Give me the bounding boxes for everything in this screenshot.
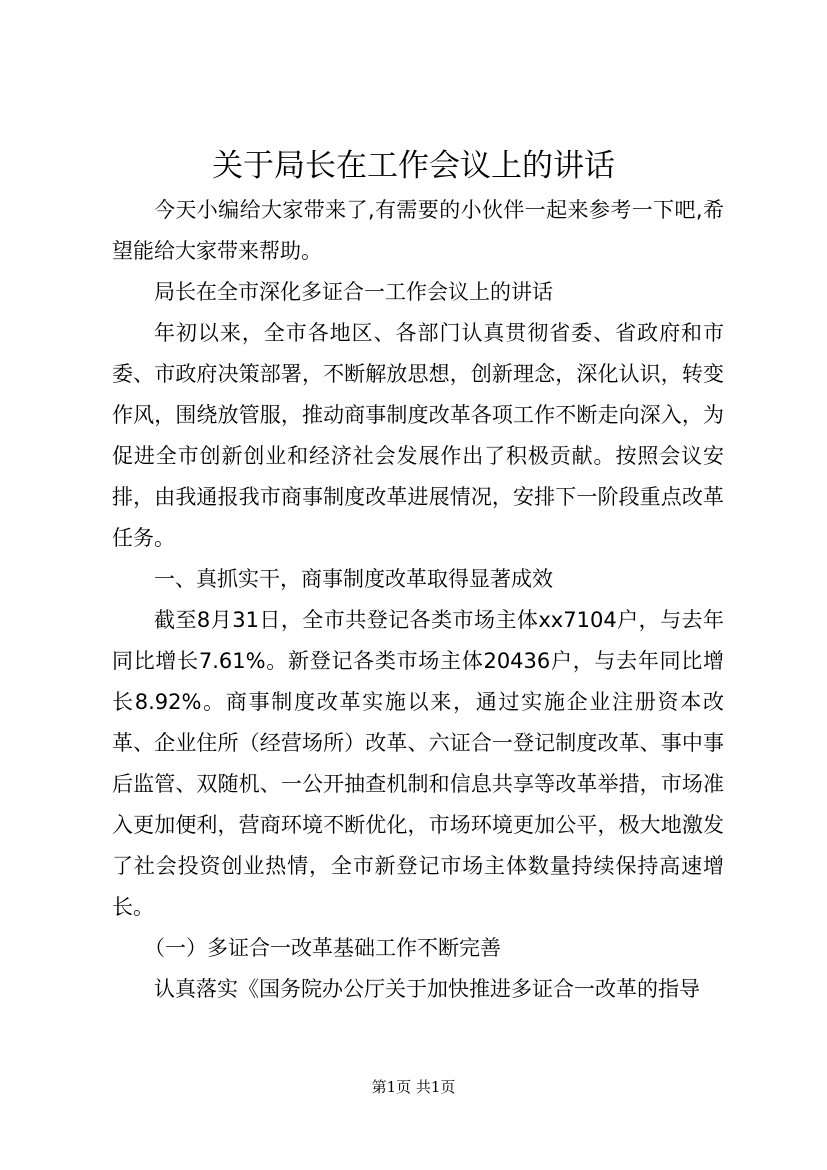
document-body [112,190,724,1010]
subsection-heading-one: （一）多证合一改革基础工作不断完善 [144,936,501,960]
paragraph-speech-heading: 局长在全市深化多证合一工作会议上的讲话 [154,280,553,304]
paragraph-implementation: 认真落实《国务院办公厅关于加快推进多证合一改革的指导 [154,977,700,1001]
paragraph-statistics: 截至8月31日，全市共登记各类市场主体xx7104户，与去年同比增长7.61%。新登记各类市场主体20436户，与去年同比增长8.92%。商事制度改革实施以来，通过实施企业注册资本改革、企业住所（经营场所）改革、六证合一登记制度改革、事中事后监管、双随机、一公开抽查机制和信息共享等改革举措，市场准入更加便利，营商环境不断优化，市场环境更加公平，极大地激发了社会投资创业热情，全市新登记市场主体数量持续保持高速增长。 [112,608,724,919]
page-number: 第1页 共1页 [371,1078,456,1096]
document-title: 关于局长在工作会议上的讲话 [212,148,615,184]
paragraph-intro: 今天小编给大家带来了,有需要的小伙伴一起来参考一下吧,希望能给大家带来帮助。 [112,198,724,263]
paragraph-overview: 年初以来，全市各地区、各部门认真贯彻省委、省政府和市委、市政府决策部署，不断解放思想，创新理念，深化认识，转变作风，围绕放管服，推动商事制度改革各项工作不断走向深入，为促进全市创新创业和经济社会发展作出了积极贡献。按照会议安排，由我通报我市商事制度改革进展情况，安排下一阶段重点改革任务。 [112,321,724,550]
section-heading-one: 一、真抓实干，商事制度改革取得显著成效 [154,567,553,591]
